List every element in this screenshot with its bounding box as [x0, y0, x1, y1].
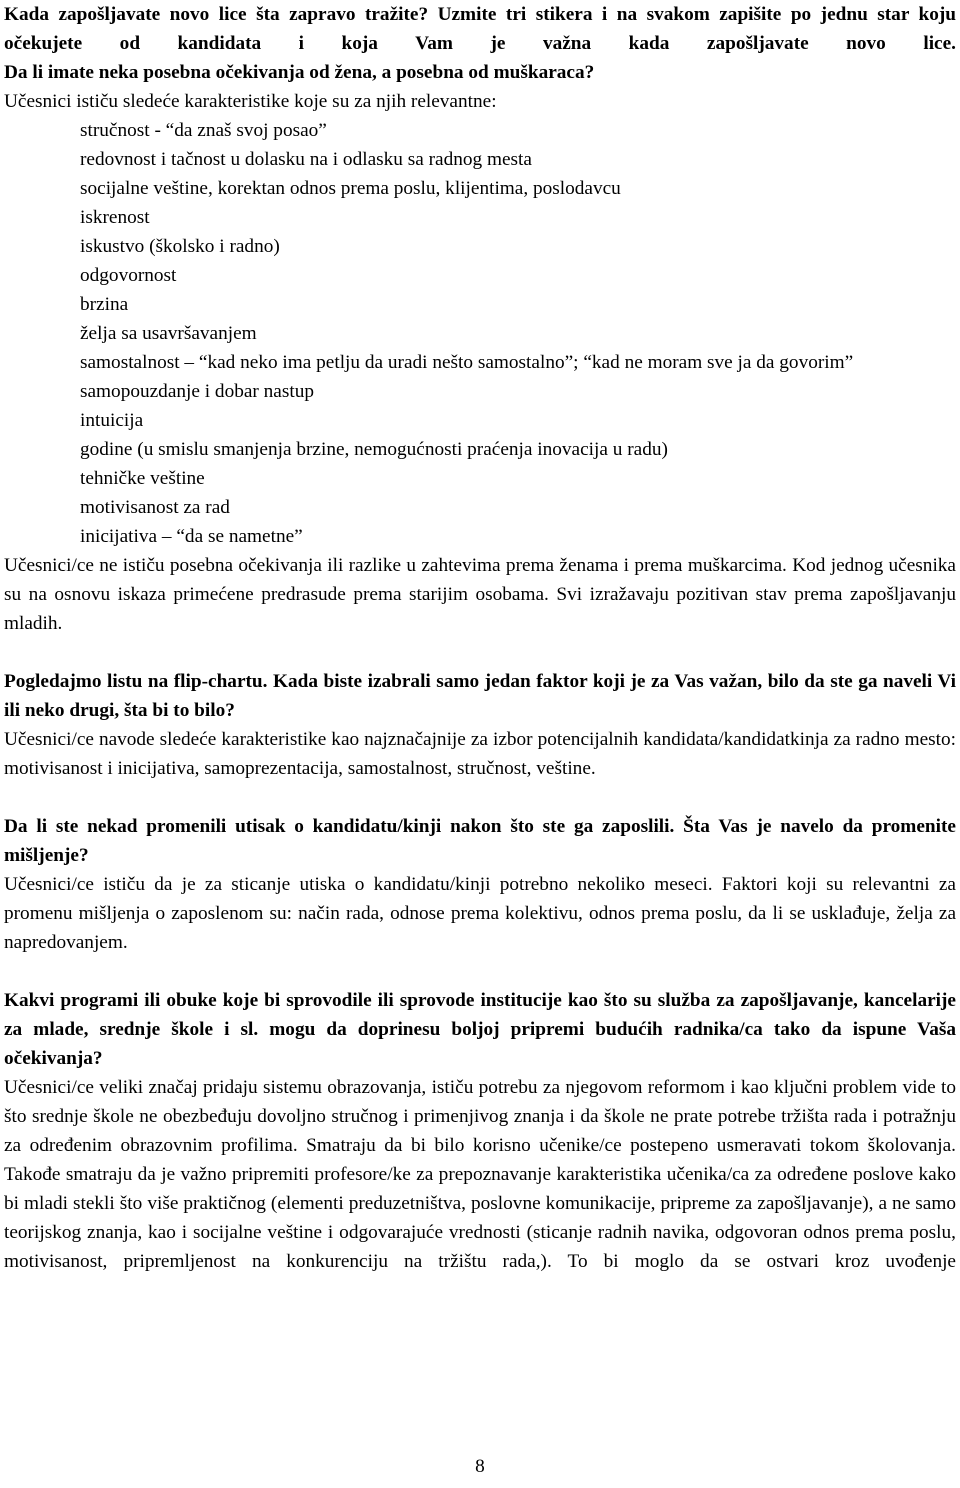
page-number: 8: [475, 1456, 485, 1477]
spacer: [4, 638, 956, 667]
characteristics-list: [4, 116, 956, 551]
question-programs: Kakvi programi ili obuke koje bi sprovodile ili sprovode institucije kao što su služba za zapošljavanje, kancelarije za mlade, srednje škole i sl. mogu da doprinesu boljoj pripremi budućih radnika/ca tako da ispune Vaša očekivanja?: [4, 990, 956, 1069]
list-lead: Učesnici ističu sledeće karakteristike koje su za njih relevantne:: [4, 91, 497, 112]
list-item: godine (u smislu smanjenja brzine, nemogućnosti praćenja inovacija u radu): [80, 439, 668, 460]
document-page: [4, 0, 956, 1276]
list-item: želja sa usavršavanjem: [80, 323, 257, 344]
list-item: intuicija: [80, 410, 144, 431]
list-item: iskrenost: [80, 207, 150, 228]
list-item: samostalnost – “kad neko ima petlju da uradi nešto samostalno”; “kad ne moram sve ja da govorim”: [80, 352, 854, 373]
question-opinion: Da li ste nekad promenili utisak o kandidatu/kinji nakon što ste ga zaposlili. Šta Vas je navelo da promenite mišljenje?: [4, 816, 956, 866]
list-item: motivisanost za rad: [80, 497, 230, 518]
spacer: [4, 957, 956, 986]
list-item: iskustvo (školsko i radno): [80, 236, 280, 257]
paragraph-gender: Učesnici/ce ne ističu posebna očekivanja ili razlike u zahtevima prema ženama i prema muškarcima. Kod jednog učesnika su na osnovu iskaza primećene predrasude prema starijim osobama. Svi izražavaju pozitivan stav prema zapošljavanju mladih.: [4, 555, 956, 634]
list-item: inicijativa – “da se nametne”: [80, 526, 303, 547]
question-flipchart-lead: Pogledajmo listu na flip-chartu.: [4, 671, 268, 692]
list-item: socijalne veštine, korektan odnos prema poslu, klijentima, poslodavcu: [80, 178, 621, 199]
question-flipchart-text: Kada biste izabrali samo jedan faktor koji je za Vas važan, bilo da ste ga naveli Vi ili neko drugi, šta bi to bilo?: [4, 671, 957, 721]
list-item: odgovornost: [80, 265, 177, 286]
question-flipchart: [4, 667, 956, 725]
list-item: samopouzdanje i dobar nastup: [80, 381, 314, 402]
paragraph-programs: Učesnici/ce veliki značaj pridaju sistemu obrazovanja, ističu potrebu za njegovom reformom i kao ključni problem vide to što srednje škole ne obezbeđuju dovoljno stručnog i primenjivog znanja i da škole ne prate potrebe tržišta rada i potražnju za određenim obrazovnim profilima. Smatraju da bi bilo korisno učenike/ce postepeno usmeravati tokom školovanja. Takođe smatraju da je važno pripremiti profesore/ke za prepoznavanje karakteristika učenika/ca za određene poslove kako bi mladi stekli što više praktičnog (elementi preduzetništva, poslovne komunikacije, pripreme za zapošljavanje), a ne samo teorijskog znanja, kao i socijalne veštine i odgovarajuće vrednosti (sticanje radnih navika, odgovoran odnos prema poslu, motivisanost, pripremljenost na konkurenciju na tržištu rada,). To bi moglo da se ostvari kroz uvođenje: [4, 1077, 956, 1272]
paragraph-flipchart: Učesnici/ce navode sledeće karakteristike kao najznačajnije za izbor potencijalnih kandidata/kandidatkinja za radno mesto: motivisanost i inicijativa, samoprezentacija, samostalnost, stručnost, veštine.: [4, 729, 956, 779]
intro-question: Kada zapošljavate novo lice šta zapravo tražite? Uzmite tri stikera i na svakom zapišite po jednu star koju očekujete od kandidata i koja Vam je važna kada zapošljavate novo lice.: [4, 4, 956, 54]
question-gender: Da li imate neka posebna očekivanja od žena, a posebna od muškaraca?: [4, 62, 595, 83]
paragraph-opinion: Učesnici/ce ističu da je za sticanje utiska o kandidatu/kinji potrebno nekoliko meseci. Faktori koji su relevantni za promenu mišljenja o zaposlenom su: način rada, odnose prema kolektivu, odnos prema poslu, da li se usklađuje, želja za napredovanjem.: [4, 874, 956, 953]
list-item: tehničke veštine: [80, 468, 205, 489]
spacer: [4, 783, 956, 812]
list-item: redovnost i tačnost u dolasku na i odlasku sa radnog mesta: [80, 149, 532, 170]
list-item: stručnost - “da znaš svoj posao”: [80, 120, 327, 141]
list-item: brzina: [80, 294, 129, 315]
